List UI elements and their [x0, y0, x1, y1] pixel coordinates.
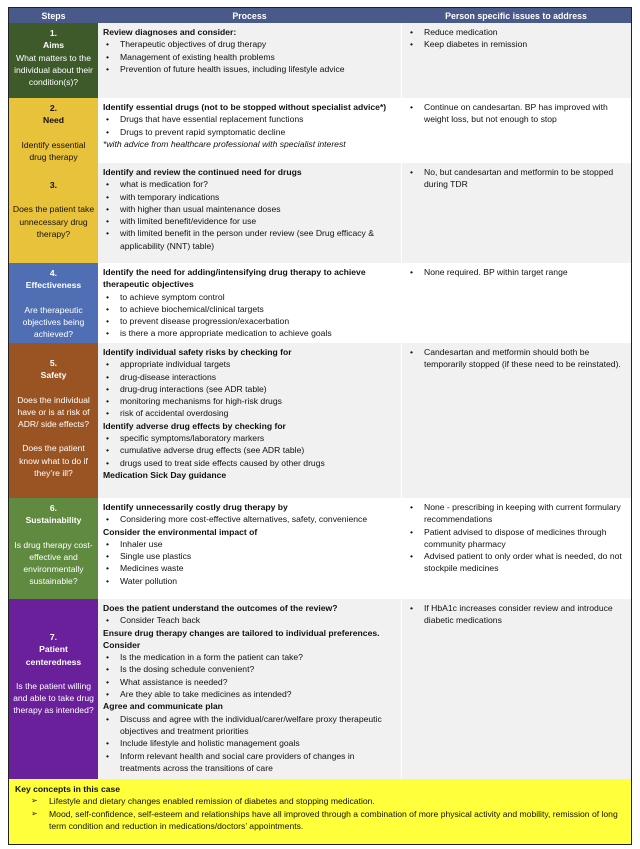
issues-cell — [401, 498, 631, 599]
process-cell — [98, 263, 401, 343]
process-bullet: • is there a more appropriate medication to achieve goals — [103, 327, 396, 339]
step-cell — [9, 98, 98, 163]
issues-cell — [401, 23, 631, 98]
process-bullet: • Include lifestyle and holistic management goals — [103, 737, 396, 749]
step-cell — [9, 343, 98, 498]
step-number: 3. — [49, 180, 58, 190]
process-bullet: • Inhaler use — [103, 538, 396, 550]
process-heading: Identify and review the continued need for drugs — [103, 167, 302, 177]
medication-review-table — [8, 7, 632, 845]
process-bullet: • drugs used to treat side effects caused by other drugs — [103, 457, 396, 469]
process-bullet: • Management of existing health problems — [103, 51, 396, 63]
table-row-need — [9, 98, 631, 163]
step-number: 4. — [49, 268, 58, 278]
process-heading: Does the patient understand the outcomes of the review? — [103, 603, 338, 613]
issues-cell — [401, 343, 631, 498]
step-question: Are therapeutic objectives being achieved? — [22, 304, 85, 340]
process-bullet: • drug-drug interactions (see ADR table) — [103, 383, 396, 395]
process-bullet: • with temporary indications — [103, 191, 396, 203]
key-concept-item: ➢ Mood, self-confidence, self-esteem and relationships have all improved through a combination of more physical activity and mobility, remission of long term condition and reduction in medications/doctors’ appointments. — [15, 808, 625, 833]
table-row-unnecessary — [9, 163, 631, 263]
process-heading: Identify the need for adding/intensifying drug therapy to achieve therapeutic objectives — [103, 267, 366, 290]
issues-cell — [401, 263, 631, 343]
process-heading: Identify individual safety risks by checking for — [103, 347, 292, 357]
process-bullet: • with higher than usual maintenance doses — [103, 203, 396, 215]
issue-bullet: • Patient advised to dispose of medicines through community pharmacy — [407, 526, 626, 551]
issue-bullet: • No, but candesartan and metformin to be stopped during TDR — [407, 166, 626, 191]
process-bullet: • Prevention of future health issues, including lifestyle advice — [103, 63, 396, 75]
process-cell — [98, 343, 401, 498]
step-cell — [9, 23, 98, 98]
process-heading: Ensure drug therapy changes are tailored to individual preferences. Consider — [103, 627, 380, 650]
process-heading: Identify adverse drug effects by checking for — [103, 420, 286, 431]
process-bullet: • to achieve biochemical/clinical targets — [103, 303, 396, 315]
table-row-aims — [9, 23, 631, 98]
process-heading: Review diagnoses and consider: — [103, 27, 237, 37]
process-cell — [98, 23, 401, 98]
process-bullet: • Inform relevant health and social care providers of changes in treatments across the transitions of care — [103, 750, 396, 775]
process-heading: Medication Sick Day guidance — [103, 469, 227, 480]
process-bullet: • What assistance is needed? — [103, 676, 396, 688]
process-bullet: • Water pollution — [103, 575, 396, 587]
header-process: Process — [232, 10, 267, 21]
process-bullet: • Drugs to prevent rapid symptomatic decline — [103, 126, 396, 138]
step-question: Identify essential drug therapy — [21, 139, 86, 162]
table-header — [9, 8, 631, 23]
step-title: Safety — [40, 370, 67, 381]
step-number: 1. — [49, 28, 58, 38]
process-bullet: • specific symptoms/laboratory markers — [103, 432, 396, 444]
process-heading: Identify unnecessarily costly drug therapy by — [103, 502, 288, 512]
issue-bullet: • None required. BP within target range — [407, 266, 626, 278]
issues-cell — [401, 163, 631, 263]
issue-bullet: • Continue on candesartan. BP has improved with weight loss, but not enough to stop — [407, 101, 626, 126]
step-cell — [9, 163, 98, 263]
table-row-safety — [9, 343, 631, 498]
process-cell — [98, 163, 401, 263]
process-bullet: • cumulative adverse drug effects (see ADR table) — [103, 444, 396, 456]
step-question: Does the individual have or is at risk of ADR/ side effects? — [17, 394, 90, 430]
process-heading: Agree and communicate plan — [103, 701, 223, 712]
step-number: 2. — [49, 103, 58, 113]
table-row-effectiveness — [9, 263, 631, 343]
issue-bullet: • Advised patient to only order what is needed, do not stockpile medicines — [407, 550, 626, 575]
issue-bullet: • Candesartan and metformin should both be temporarily stopped (if these need to be reinstated). — [407, 346, 626, 371]
header-steps: Steps — [41, 10, 66, 21]
key-concepts — [9, 779, 631, 844]
process-bullet: • Drugs that have essential replacement functions — [103, 113, 396, 125]
process-bullet: • Therapeutic objectives of drug therapy — [103, 38, 396, 50]
process-cell — [98, 98, 401, 163]
process-note: *with advice from healthcare professional with specialist interest — [103, 138, 346, 149]
step-number: 7. — [49, 632, 58, 642]
step-question: What matters to the individual about their condition(s)? — [14, 52, 93, 88]
step-question: Is the patient willing and able to take drug therapy as intended? — [13, 680, 94, 716]
process-bullet: • monitoring mechanisms for high-risk drugs — [103, 395, 396, 407]
step-cell — [9, 599, 98, 779]
key-concepts-title: Key concepts in this case — [15, 784, 121, 794]
step-number: 6. — [49, 503, 58, 513]
step-number: 5. — [49, 358, 58, 368]
process-bullet: • Considering more cost-effective alternatives, safety, convenience — [103, 513, 396, 525]
step-question: Is drug therapy cost-effective and environmentally sustainable? — [14, 539, 93, 587]
header-issues: Person specific issues to address — [445, 10, 587, 21]
process-bullet: • Single use plastics — [103, 550, 396, 562]
step-cell — [9, 498, 98, 599]
issues-cell — [401, 98, 631, 163]
step-title: Patient centeredness — [25, 644, 82, 667]
step-question: Does the patient take unnecessary drug therapy? — [12, 204, 95, 239]
issue-bullet: • Keep diabetes in remission — [407, 38, 626, 50]
process-heading: Consider the environmental impact of — [103, 526, 258, 537]
step-title: Sustainability — [25, 515, 82, 526]
issue-bullet: • Reduce medication — [407, 26, 626, 38]
issue-bullet: • None - prescribing in keeping with current formulary recommendations — [407, 501, 626, 526]
issue-bullet: • If HbA1c increases consider review and introduce diabetic medications — [407, 602, 626, 627]
process-bullet: • Is the medication in a form the patient can take? — [103, 651, 396, 663]
process-bullet: • Consider Teach back — [103, 614, 396, 626]
issues-cell — [401, 599, 631, 779]
process-bullet: • Discuss and agree with the individual/carer/welfare proxy therapeutic objectives and treatment priorities — [103, 713, 396, 738]
process-bullet: • what is medication for? — [103, 178, 396, 190]
process-heading: Identify essential drugs (not to be stopped without specialist advice*) — [103, 102, 387, 112]
process-bullet: • with limited benefit/evidence for use — [103, 215, 396, 227]
step-title: Need — [42, 115, 64, 126]
key-concept-item: ➢ Lifestyle and dietary changes enabled remission of diabetes and stopping medication. — [15, 795, 625, 807]
process-bullet: • Are they able to take medicines as intended? — [103, 688, 396, 700]
process-bullet: • risk of accidental overdosing — [103, 407, 396, 419]
table-row-sustainability — [9, 498, 631, 599]
process-bullet: • Medicines waste — [103, 562, 396, 574]
process-cell — [98, 498, 401, 599]
step-title: Aims — [42, 40, 64, 51]
step-title: Effectiveness — [25, 280, 82, 291]
step-cell — [9, 263, 98, 343]
process-bullet: • Is the dosing schedule convenient? — [103, 663, 396, 675]
step-question: Does the patient know what to do if they’re ill? — [19, 443, 88, 479]
process-bullet: • to achieve symptom control — [103, 291, 396, 303]
table-row-patient-centeredness — [9, 599, 631, 779]
process-bullet: • to prevent disease progression/exacerbation — [103, 315, 396, 327]
process-cell — [98, 599, 401, 779]
process-bullet: • with limited benefit in the person under review (see Drug efficacy & applicability (NNT) table) — [103, 227, 396, 252]
process-bullet: • drug-disease interactions — [103, 371, 396, 383]
process-bullet: • appropriate individual targets — [103, 358, 396, 370]
